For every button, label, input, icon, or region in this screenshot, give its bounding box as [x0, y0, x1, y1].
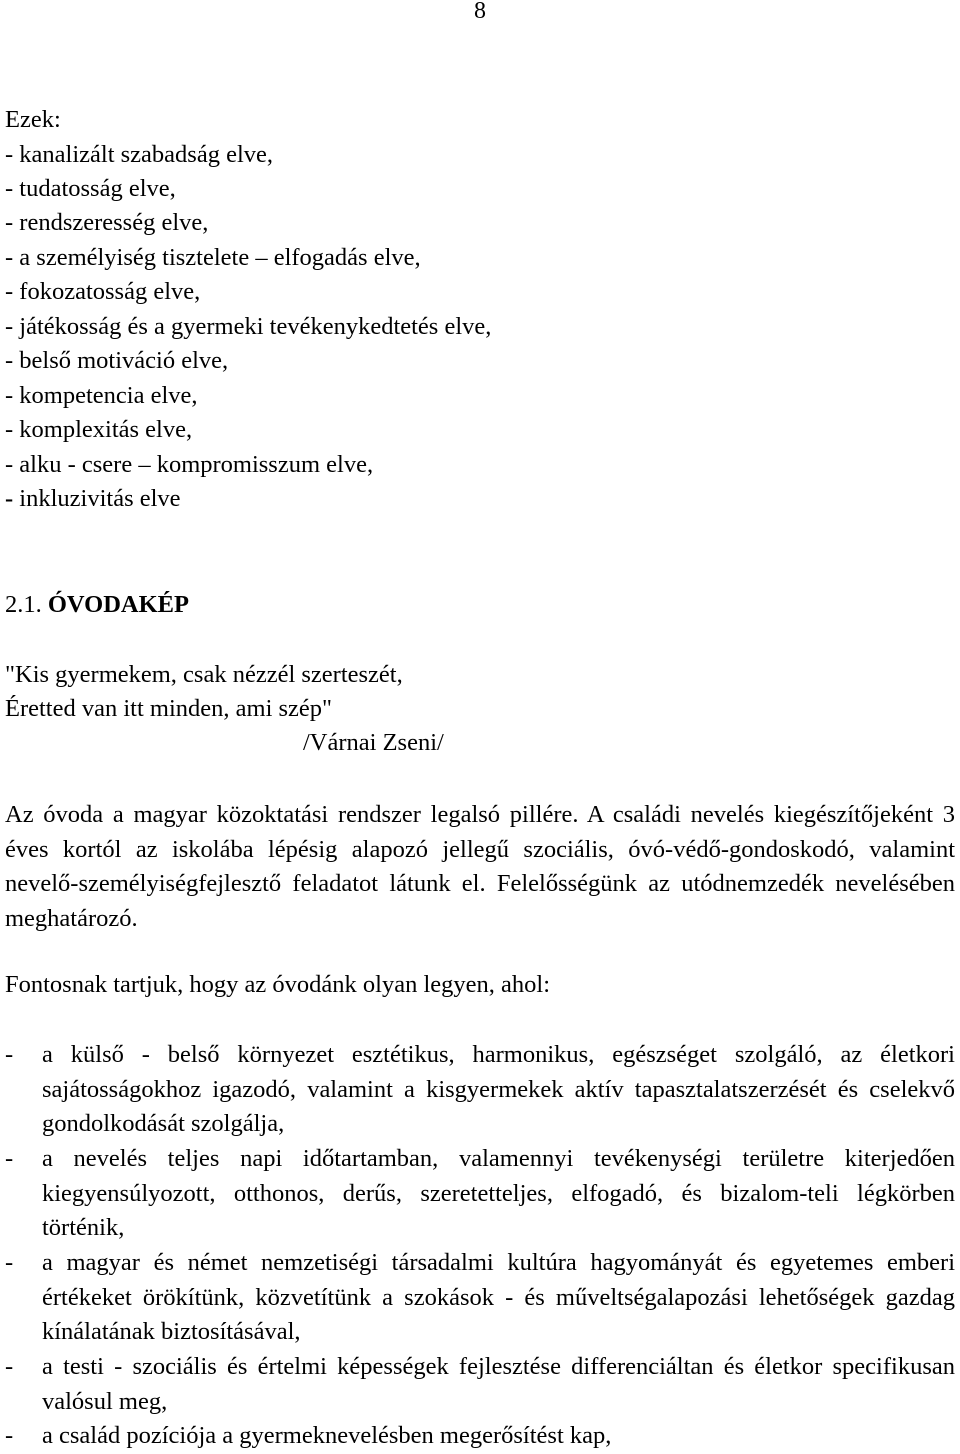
principle-item: - komplexitás elve, — [5, 416, 193, 443]
goal-text: a nevelés teljes napi időtartamban, valamennyi tevékenységi területre kiterjedően kiegyensúlyozott, otthonos, derűs, szeretetteljes, elfogadó, és bizalom-teli légkörben történik, — [42, 1145, 955, 1242]
principle-item: - alku - csere – kompromisszum elve, — [5, 451, 374, 478]
principle-item: - tudatosság elve, — [5, 175, 176, 202]
goal-text: a külső - belső környezet esztétikus, harmonikus, egészséget szolgáló, az életkori sajátosságokhoz igazodó, valamint a kisgyermekek aktív tapasztalatszerzését és cselekvő gondolkodását szolgálja, — [42, 1041, 955, 1138]
goal-item — [5, 1246, 955, 1350]
principle-item: - rendszeresség elve, — [5, 209, 209, 236]
quote-author: /Várnai Zseni/ — [303, 729, 444, 756]
quote-line: "Kis gyermekem, csak nézzél szerteszét, — [5, 661, 403, 688]
goal-item — [5, 1038, 955, 1142]
principle-item: - belső motiváció elve, — [5, 347, 229, 374]
goal-item — [5, 1419, 955, 1454]
intro-label: Ezek: — [5, 106, 61, 133]
section-number: 2.1. — [5, 591, 48, 618]
principle-item: - kompetencia elve, — [5, 382, 198, 409]
goal-text: a család pozíciója a gyermeknevelésben megerősítést kap, — [42, 1422, 612, 1449]
goal-dash: - — [5, 1145, 14, 1172]
goal-text: a magyar és német nemzetiségi társadalmi kultúra hagyományát és egyetemes emberi értékeket örökítünk, közvetítünk a szokások - és műveltségalapozási lehetőségek gazdag kínálatának biztosításával, — [42, 1249, 955, 1346]
paragraph-intro: Az óvoda a magyar közoktatási rendszer legalsó pillére. A családi nevelés kiegészítőjeként 3 éves kortól az iskolába lépésig alapozó jellegű szociális, óvó-védő-gondoskodó, valamint nevelő-személyiségfejlesztő feladatot látunk el. Felelősségünk az utódnemzedék nevelésében meghatározó. — [5, 801, 955, 932]
principle-item: - a személyiség tisztelete – elfogadás elve, — [5, 244, 421, 271]
goal-dash: - — [5, 1422, 14, 1449]
principle-text: inkluzivitás elve — [13, 485, 181, 512]
goal-dash: - — [5, 1041, 14, 1068]
section-heading — [5, 590, 189, 620]
principle-item: - játékosság és a gyermeki tevékenykedtetés elve, — [5, 313, 492, 340]
goal-text: a testi - szociális és értelmi képességek fejlesztése differenciáltan és életkor specifikusan valósul meg, — [42, 1353, 955, 1415]
principle-item-last — [5, 484, 181, 514]
quote-line: Éretted van itt minden, ami szép" — [5, 695, 333, 722]
principle-item: - fokozatosság elve, — [5, 278, 201, 305]
page-number: 8 — [474, 0, 486, 24]
principle-item: - kanalizált szabadság elve, — [5, 141, 274, 168]
goal-item — [5, 1350, 955, 1419]
goal-dash: - — [5, 1353, 14, 1380]
principle-dash: - — [5, 485, 14, 512]
goal-dash: - — [5, 1249, 14, 1276]
goal-item — [5, 1142, 955, 1246]
paragraph-lead: Fontosnak tartjuk, hogy az óvodánk olyan legyen, ahol: — [5, 971, 551, 998]
section-title: ÓVODAKÉP — [47, 591, 189, 618]
